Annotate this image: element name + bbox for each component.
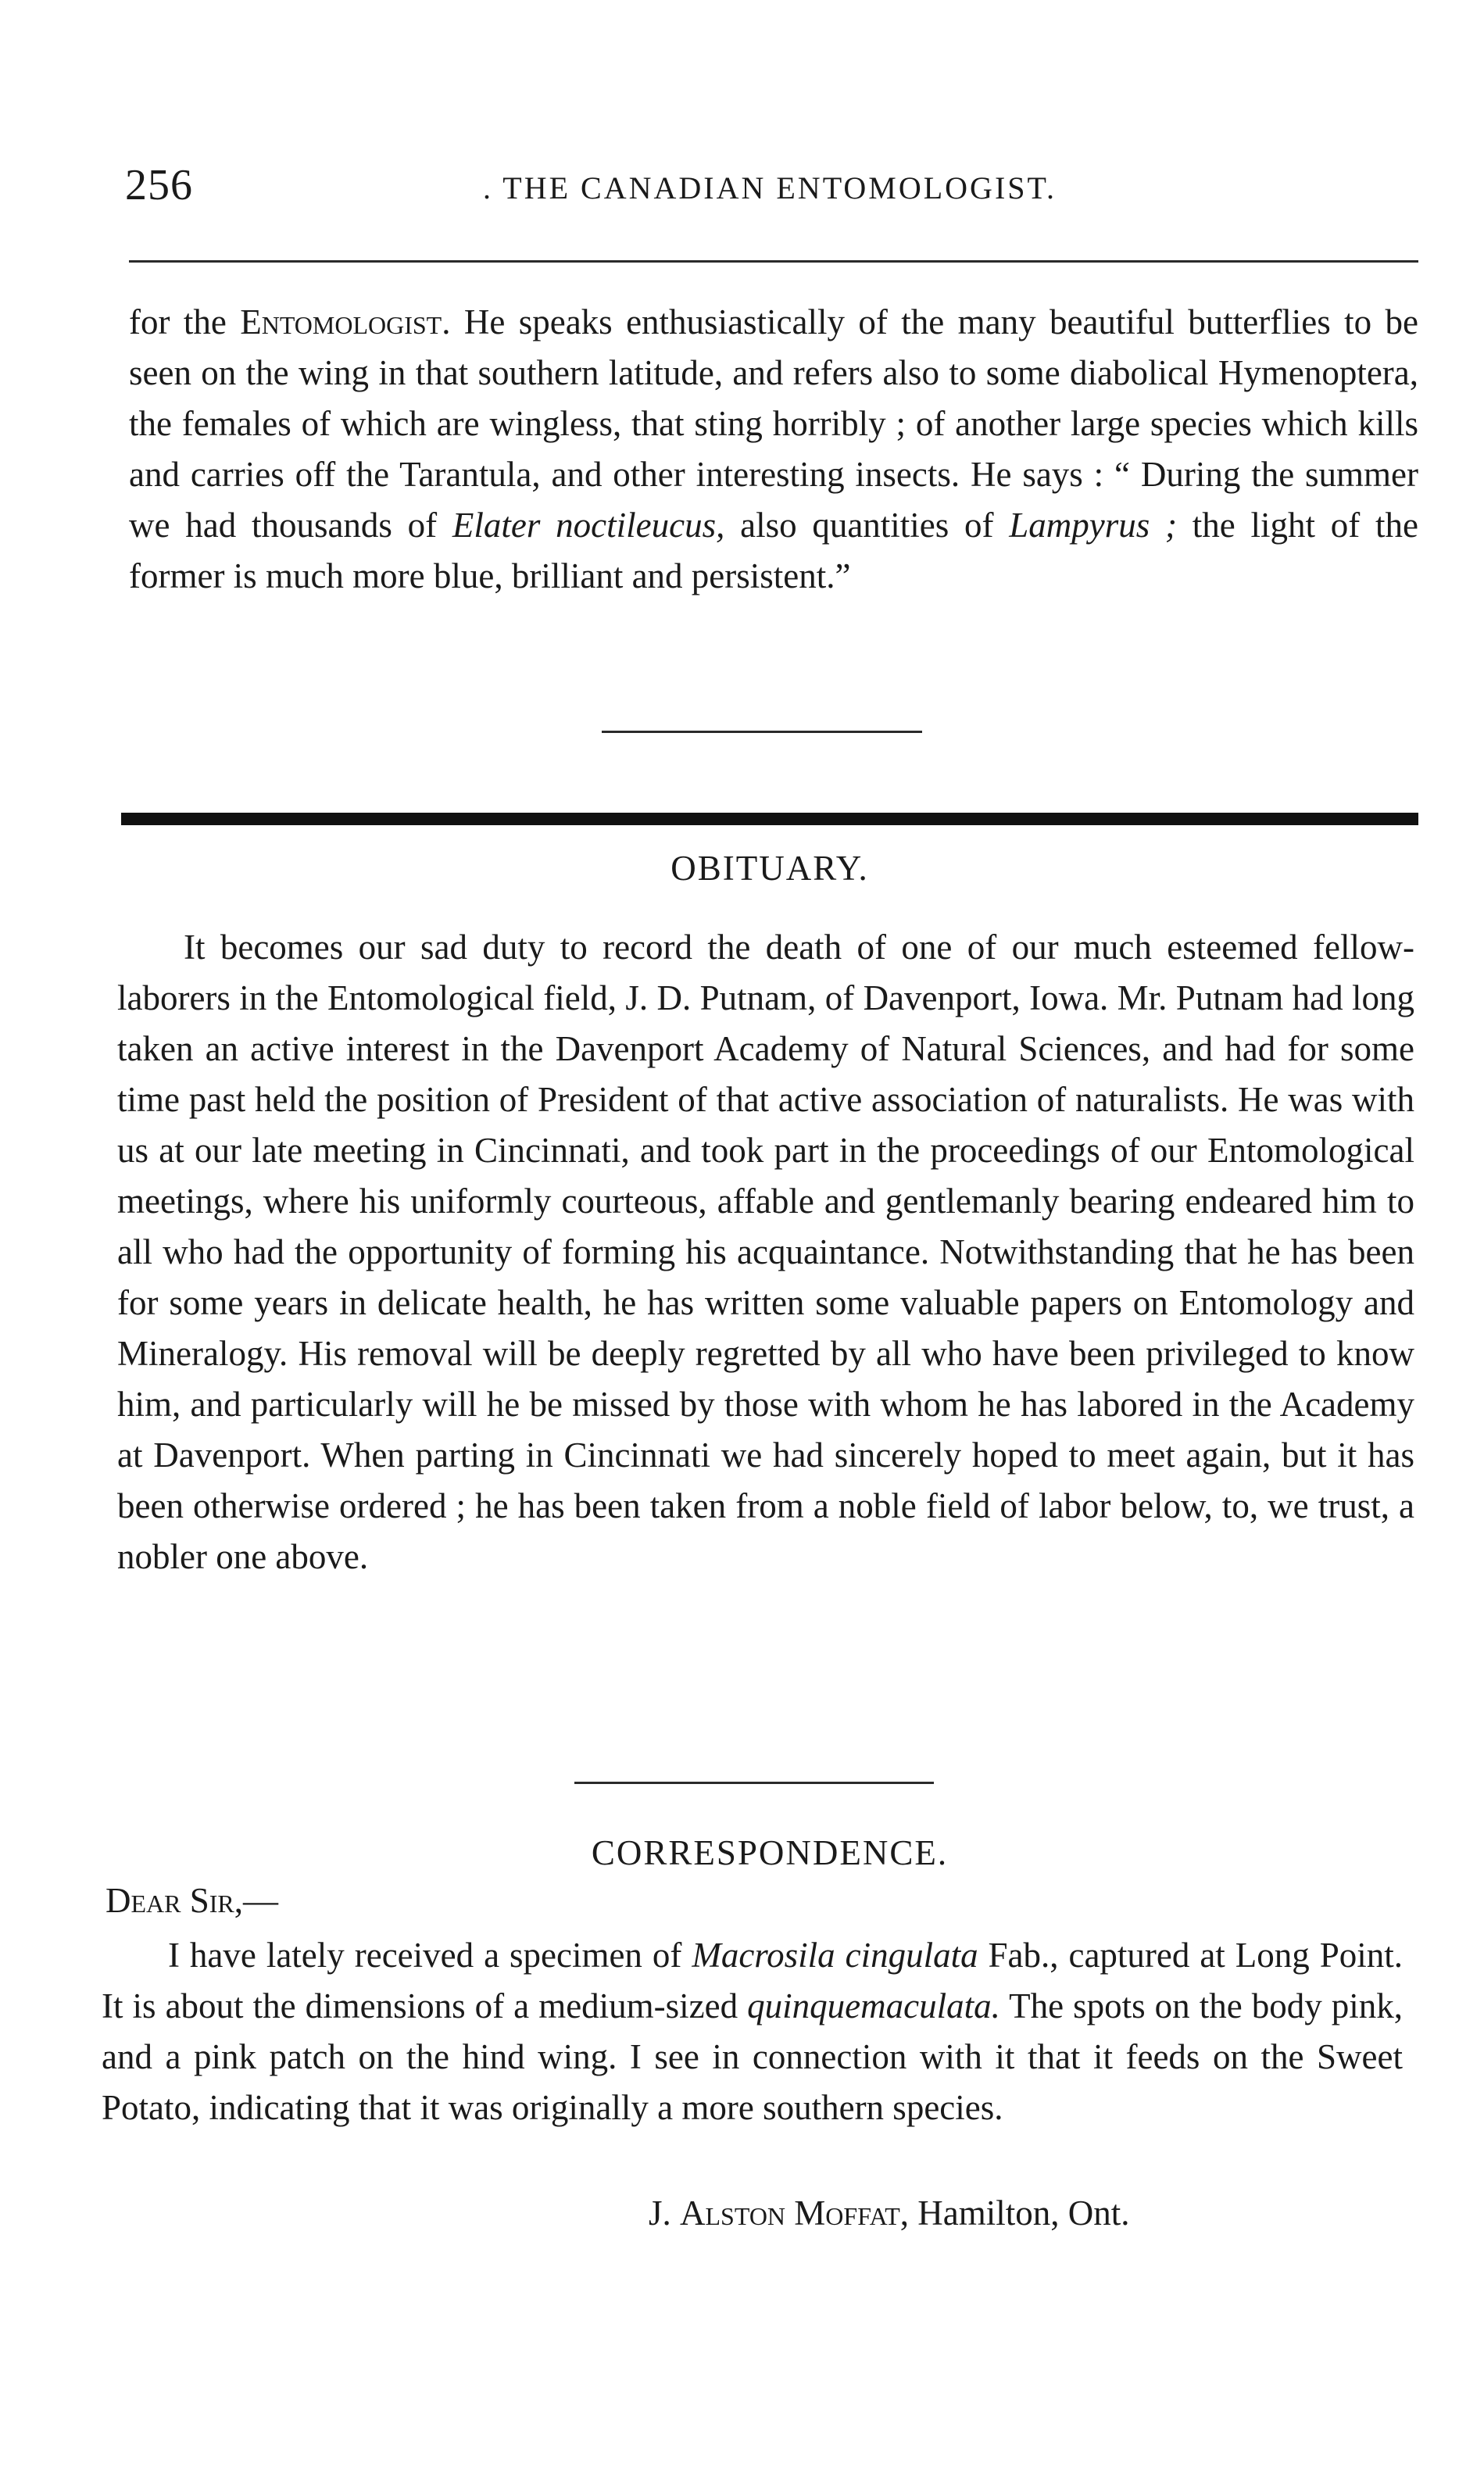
section-divider [602, 731, 922, 733]
thick-divider [121, 813, 1418, 825]
correspondence-heading: CORRESPONDENCE. [591, 1833, 949, 1872]
obituary-body: It becomes our sad duty to record the death of one of our much esteemed fellow-laborers in the Entomological field, J. D. Putnam, of Davenport, Iowa. Mr. Putnam had long taken an active interest in the Davenport Academy of Natural Sciences, and had for some time past held the position of President of that active association of naturalists. He was with us at our late meeting in Cincinnati, and took part in the proceedings of our Entomological meetings, where his uniformly courteous, affable and gentlemanly bearing endeared him to all who had the opportunity of forming his acquaintance. Notwithstanding that he has been for some years in delicate health, he has written some valuable papers on Entomology and Mineralogy. His removal will be deeply regretted by all who have been privileged to know him, and particularly will he be missed by those with whom he has labored in the Academy at Davenport. When parting in Cincinnati we had sincerely hoped to meet again, but it has been otherwise ordered ; he has been taken from a noble field of labor below, to, we trust, a nobler one above. [117, 928, 1414, 1576]
species-name-quinquemaculata: quinquemaculata. [747, 1986, 1000, 2025]
paragraph-text-1: for the [129, 302, 241, 341]
page-header [125, 160, 1414, 215]
section-divider [574, 1782, 934, 1784]
species-name-elater: Elater noctileucus, [452, 506, 725, 545]
continued-paragraph [129, 297, 1418, 602]
species-name-macrosila: Macrosila cingulata [692, 1936, 978, 1975]
letter-text-5: The spots on the body pink, and a pink patch on the hind wing. I see in connection with it that it feeds on the Sweet Potato, indicating that it was originally a more southern species. [102, 1986, 1403, 2127]
species-name-lampyrus: Lampyrus ; [1009, 506, 1178, 545]
signature-name: Alston Moffat [680, 2193, 900, 2233]
paragraph-text-7: the light of the former is much more blue, brilliant and persistent.” [129, 506, 1418, 595]
signature-place: , Hamilton, Ont. [899, 2193, 1130, 2233]
letter-text-1: I have lately received a specimen of [168, 1936, 692, 1975]
letter-text-3: Fab., captured at Long Point. It is about the dimensions of a medium-sized [102, 1936, 1403, 2025]
paragraph-text-3: . He speaks enthusiastically of the many beautiful butterflies to be seen on the wing in that southern latitude, and refers also to some diabolical Hymenoptera, the females of which are wingless, that sting horribly ; of another large species which kills and carries off the Tarantula, and other interesting insects. He says : “ During the summer we had thousands of [129, 302, 1418, 545]
signature-initial: J. [649, 2193, 681, 2233]
page-number: 256 [125, 161, 193, 209]
obituary-heading: OBITUARY. [670, 849, 869, 888]
correspondence-body [102, 1930, 1403, 2133]
paragraph-text-5: also quantities of [724, 506, 1010, 545]
journal-name: Entomologist [240, 302, 442, 341]
salutation: Dear Sir,— [105, 1881, 279, 1920]
signature [649, 2188, 1129, 2239]
running-title: . THE CANADIAN ENTOMOLOGIST. [483, 170, 1057, 206]
header-rule [129, 260, 1418, 263]
